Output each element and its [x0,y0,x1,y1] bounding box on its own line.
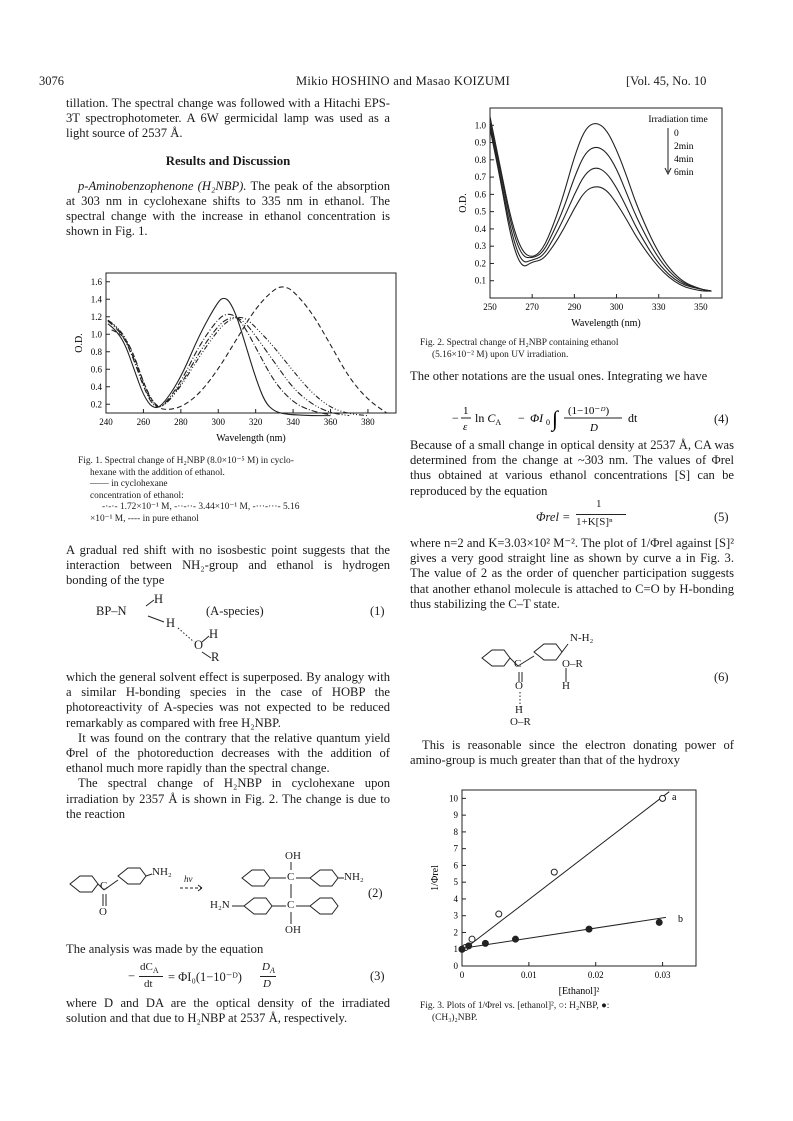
y-tick-label: 0.3 [474,241,486,252]
x-tick-label: 260 [136,417,151,427]
eq4-number: (4) [714,412,729,426]
eq3-frac-den: D [263,978,271,990]
x-tick-label: 350 [694,302,708,312]
eq2-structures [60,848,394,940]
plot-frame [462,790,696,966]
paragraph-analysis: The analysis was made by the equation [66,942,264,956]
eq6-or-top: O–R [562,658,583,670]
eq3-lhs-num [140,961,159,975]
fig1-caption-line: —— in cyclohexane [90,479,168,490]
paragraph-optical-density: Because of a small change in optical density at 2537 Å, CA was determined from the change at ~303 nm. The values of Φrel thus obtained at various ethanol concentrations [S] can be reproduced by the equation [410,438,734,498]
eq3-dc: dC [140,961,153,973]
figure-2-chart [438,100,738,336]
data-point-b [482,940,488,946]
eq2-oh-bottom: OH [285,924,301,936]
left-column [66,96,390,239]
eq1-h1: H [154,592,164,606]
fit-line-a [462,792,669,951]
x-tick-label: 340 [286,417,300,427]
eq2-number: (2) [368,886,383,900]
eq6-h-right: H [562,680,570,692]
y-tick-label: 0.4 [90,381,102,392]
y-tick-label: 1.6 [90,276,102,287]
fig2-plot-group [458,108,722,329]
fig3-caption-line: Fig. 3. Plots of 1/Φrel vs. [ethanol]², ○: H₂NBP, ●: [420,1001,610,1011]
eq3-sub: A [152,966,159,976]
legend-entry: 6min [674,168,694,178]
svg-text:∫: ∫ [552,406,559,431]
svg-text:D: D [590,422,598,434]
paragraph-where-n: where n=2 and K=3.03×10² M⁻². The plot of 1/Φrel against [S]² gives a very good straight line as shown by curve a in Fig. 3. The value of 2 as the order of quencher participation suggests that another ethanol molecule is attached to C=O by H-bonding thus stabilizing the C–T state. [410,536,734,611]
fig1-series-2 [108,317,349,415]
eq6-o: O [515,680,523,692]
figure-1-caption [78,456,396,526]
y-tick-label: 1.4 [90,294,102,305]
eq2-hv: hν [184,874,193,884]
equation-3 [66,960,390,996]
x-tick-label: 270 [525,302,539,312]
eq1-number: (1) [370,604,385,618]
y-tick-label: 0.9 [474,137,486,148]
eq2-oh-top: OH [285,850,301,862]
paragraph-quantum-yield: It was found on the contrary that the relative quantum yield Φrel of the photoreduction decreases with the addition of ethanol much more rapidly than the spectral change. [66,730,390,776]
y-tick-label: 1 [453,944,458,955]
y-axis-label: O.D. [458,193,469,213]
fig2-series-3 [490,129,711,291]
y-tick-label: 8 [453,826,458,837]
fig2-caption-line: (5.16×10⁻² M) upon UV irradiation. [432,349,569,360]
intro-paragraph: tillation. The spectral change was followed with a Hitachi EPS-3T spectrophotometer. A 6W germicidal lamp was used as a light source of 2537 Å. [66,96,390,141]
eq2-c-reactant: C [100,880,108,892]
fig1-series-1 [108,314,331,414]
y-tick-label: 7 [453,843,458,854]
y-tick-label: 0 [453,961,458,971]
eq1-r: R [211,650,220,664]
equation-4 [410,402,734,436]
data-point-b [512,936,518,942]
eq3-da-sub: A [269,966,275,976]
eq3-minus: − [128,969,136,983]
eq6-nh2: N-H₂ [570,632,594,644]
fig3-plot-group [430,790,696,997]
section-title: Results and Discussion [165,153,291,168]
data-point-b [466,943,472,949]
equation-2 [60,848,394,940]
paragraph-solvent-effect: which the general solvent effect is superposed. By analogy with a similar H-bonding species in the case of HOBP the photoreactivity of A-species was not expected to be reduced remarkably as compared with free H₂NBP. [66,670,390,730]
eq1-bp: BP–N [96,604,127,618]
fig1-caption-line: hexane with the addition of ethanol. [90,467,225,478]
eq4-render [450,402,670,436]
eq2-c-top: C [287,871,295,883]
eq1-label: (A-species) [206,604,264,618]
x-tick-label: 380 [361,417,375,427]
fig1-caption-line: Fig. 1. Spectral change of H₂NBP (8.0×10⁻⁵ M) in cyclo- [78,456,294,466]
fig1-caption-line: -·-·- 1.72×10⁻¹ M, -··-··- 3.44×10⁻¹ M, -···-···- 5.16 [102,502,300,513]
x-tick-label: 0.02 [587,970,604,980]
paragraph-aminobenzophenone [66,179,390,240]
equation-6 [410,628,734,728]
x-tick-label: 330 [651,302,666,312]
eq5-numerator: 1 [596,498,602,510]
y-tick-label: 1.0 [90,329,102,340]
y-tick-label: 9 [453,810,458,821]
y-tick-label: 0.6 [90,364,102,375]
left-column-3 [66,670,390,822]
paragraph-where-d: where D and DA are the optical density of the irradiated solution and that due to H₂NBP at 2537 Å, respectively. [66,996,390,1026]
eq5-number: (5) [714,510,729,524]
paragraph-reasonable: This is reasonable since the electron donating power of amino-group is much greater than that of the hydroxy [410,738,734,768]
figure-1-chart [58,265,398,445]
volume-info: [Vol. 45, No. 10 [626,74,707,88]
svg-text:ε: ε [463,421,468,433]
compound-name: p-Aminobenzophenone (H₂NBP). [78,178,247,193]
fig2-caption-line: Fig. 2. Spectral change of H₂NBP containing ethanol [420,338,619,348]
left-column-2 [66,543,390,589]
data-point-a [496,911,502,917]
y-axis-label: 1/Φrel [430,865,441,891]
fig1-series-0 [108,298,331,415]
svg-text:1: 1 [463,405,469,417]
svg-text:dt: dt [628,411,638,425]
eq6-number: (6) [714,670,729,684]
eq2-nh2-reactant: NH₂ [152,866,172,878]
eq3-lhs-den: dt [144,978,153,990]
eq5-lhs: Φrel = [536,510,571,524]
paragraph-notations: The other notations are the usual ones. Integrating we have [410,369,708,383]
plot-frame [106,273,396,413]
y-tick-label: 1.0 [474,120,486,131]
running-authors: Mikio HOSHINO and Masao KOIZUMI [296,74,511,88]
plot-frame [490,108,722,298]
legend-entry: 0 [674,129,679,139]
svg-text:ΦI: ΦI [530,411,544,425]
eq5-denominator: 1+K[S]ⁿ [576,516,613,528]
left-column-4 [66,942,390,957]
x-tick-label: 360 [323,417,338,427]
data-point-a [660,795,666,801]
svg-text:ln CA: $\ln C_A$ [475,411,502,427]
series-label-a: a [672,792,677,803]
right-column-3 [410,536,734,612]
y-tick-label: 1.2 [90,311,102,322]
y-tick-label: 0.5 [474,206,486,217]
figure-2-caption [420,338,730,361]
eq2-o-reactant: O [99,906,107,918]
y-tick-label: 0.2 [90,399,102,410]
page-number: 3076 [39,74,64,88]
y-tick-label: 10 [449,793,458,804]
x-tick-label: 300 [609,302,624,312]
right-column-1 [410,369,734,384]
x-axis-label: Wavelength (nm) [571,318,641,329]
eq1-bonds [66,592,266,664]
svg-text:−: − [518,411,525,425]
y-tick-label: 0.6 [474,189,486,200]
fig1-caption-line: concentration of ethanol: [90,490,184,501]
eq1-h3: H [209,627,219,641]
eq1-o: O [194,638,204,652]
data-point-b [586,926,592,932]
fig3-caption-line: (CH₃)₂NBP. [432,1012,478,1023]
x-tick-label: 290 [567,302,582,312]
x-tick-label: 250 [483,302,497,312]
y-tick-label: 0.8 [474,154,486,165]
equation-5 [410,498,734,534]
fig1-series-4 [112,287,387,413]
right-column-4 [410,738,734,768]
legend-title: Irradiation time [648,115,708,125]
x-tick-label: 0.03 [654,970,671,980]
eq3-frac-num [262,961,275,975]
series-label-b: b [678,914,683,925]
y-tick-label: 0.7 [474,172,486,183]
eq2-nh2-product: NH₂ [344,871,364,883]
svg-text:0: 0 [546,418,550,427]
y-tick-label: 2 [453,927,458,938]
eq3-da: D [262,961,270,973]
y-tick-label: 0.4 [474,223,486,234]
svg-text:(1−10⁻ᴰ): (1−10⁻ᴰ) [568,405,610,417]
x-tick-label: 0.01 [520,970,537,980]
y-tick-label: 4 [453,893,458,904]
y-tick-label: 5 [453,877,458,888]
svg-text:−: − [452,411,459,425]
x-tick-label: 300 [211,417,226,427]
y-tick-label: 0.2 [474,258,486,269]
x-tick-label: 320 [248,417,263,427]
x-tick-label: 280 [174,417,188,427]
paragraph-red-shift: A gradual red shift with no isosbestic point suggests that the interaction between NH₂-group and ethanol is hydrogen bonding of the type [66,543,390,588]
legend-entry: 4min [674,155,694,165]
eq2-h2n-product: H₂N [210,899,230,911]
figure-3-caption [420,1001,736,1024]
eq6-c: C [514,658,522,670]
x-axis-label: Wavelength (nm) [216,433,286,444]
figure-3-chart [418,780,708,998]
data-point-a [551,869,557,875]
eq2-c-bottom: C [287,899,295,911]
fig1-plot-group [74,273,396,444]
eq3-fraction-bar-2 [260,976,276,977]
x-tick-label: 240 [99,417,113,427]
y-tick-label: 0.8 [90,346,102,357]
eq3-number: (3) [370,969,385,983]
eq3-fraction-bar [139,976,163,977]
x-axis-label: [Ethanol]² [558,986,600,997]
data-point-a [469,936,475,942]
legend-entry: 2min [674,142,694,152]
data-point-b [459,946,465,952]
eq1-h2: H [166,616,176,630]
eq3-rhs: = ΦI₀(1−10⁻ᴰ) [168,970,242,984]
eq5-fraction-bar [576,514,626,515]
y-tick-label: 6 [453,860,458,871]
y-tick-label: 0.1 [474,275,486,286]
eq6-or-bottom: O–R [510,716,531,728]
paragraph-irradiation: The spectral change of H₂NBP in cyclohexane upon irradiation by 2357 Å is shown in Fig. 2. The change is due to the reaction [66,776,390,821]
equation-1 [66,592,390,664]
y-tick-label: 3 [453,910,458,921]
left-column-5 [66,996,390,1026]
fit-line-b [462,917,666,948]
fig1-caption-line: ×10⁻¹ M, ---- in pure ethanol [90,513,199,524]
eq6-h: H [515,704,523,716]
data-point-b [656,919,662,925]
x-tick-label: 0 [459,970,465,980]
paragraph-text: The peak of the absorption at 303 nm in cyclohexane shifts to 335 nm in ethanol. The spectral change with the increase in ethanol concentration is shown in Fig. 1. [66,178,390,239]
y-axis-label: O.D. [74,333,85,353]
right-column-2 [410,438,734,499]
